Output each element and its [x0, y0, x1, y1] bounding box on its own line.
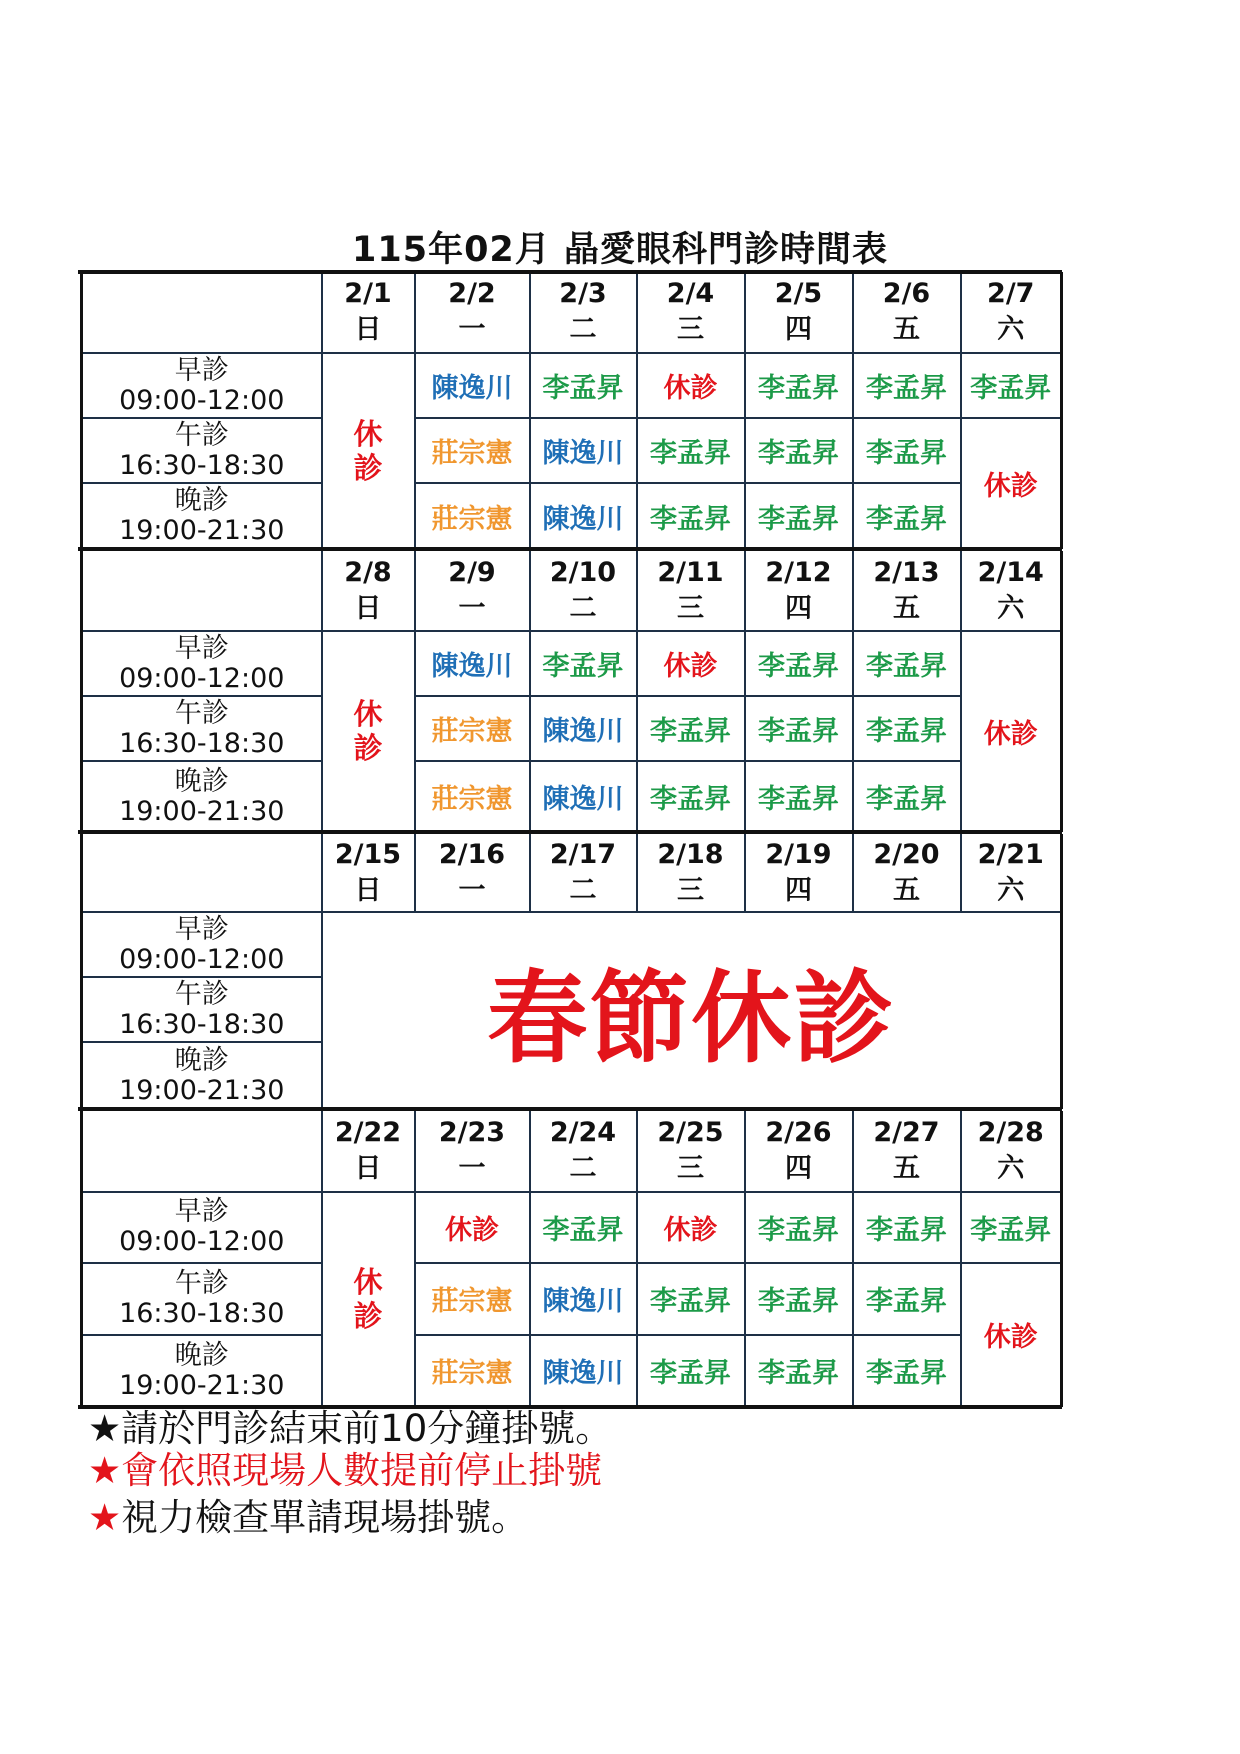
week-3-block	[80, 834, 1060, 1108]
afternoon-row	[82, 1263, 1062, 1334]
schedule-cell: 李孟昇	[530, 631, 637, 696]
schedule-cell: 李孟昇	[745, 631, 853, 696]
star-icon: ★	[88, 1449, 122, 1492]
session-label: 早診 09:00-12:00	[82, 631, 322, 696]
schedule-cell: 休診	[637, 1192, 745, 1263]
header-corner	[82, 272, 322, 353]
schedule-cell: 李孟昇	[853, 418, 961, 483]
page-title: 115年02月 晶愛眼科門診時間表	[352, 230, 888, 270]
date-cell: 2/10 二	[530, 551, 637, 631]
date-header-row	[82, 834, 1062, 912]
week-1-table	[80, 272, 1063, 549]
star-icon: ★	[88, 1496, 122, 1539]
morning-row	[82, 1192, 1062, 1263]
week-1-block	[80, 272, 1060, 548]
schedule-cell: 李孟昇	[853, 483, 961, 548]
afternoon-row	[82, 418, 1062, 483]
date-cell: 2/6 五	[853, 272, 961, 353]
schedule-cell: 李孟昇	[530, 353, 637, 418]
sunday-closed-cell: 休診	[322, 1192, 415, 1406]
session-label: 午診 16:30-18:30	[82, 418, 322, 483]
date-cell: 2/9 一	[415, 551, 530, 631]
holiday-text: 春節休診	[487, 960, 896, 1077]
schedule-cell: 李孟昇	[961, 353, 1062, 418]
schedule-cell: 陳逸川	[530, 761, 637, 831]
schedule-cell: 李孟昇	[637, 1335, 745, 1406]
session-label: 早診 09:00-12:00	[82, 1192, 322, 1263]
morning-row	[82, 631, 1062, 696]
schedule-cell: 李孟昇	[853, 353, 961, 418]
schedule-cell: 李孟昇	[637, 1263, 745, 1334]
date-cell: 2/24 二	[530, 1111, 637, 1192]
date-cell: 2/23 一	[415, 1111, 530, 1192]
date-cell: 2/15 日	[322, 834, 415, 912]
schedule-cell: 李孟昇	[530, 1192, 637, 1263]
date-cell: 2/20 五	[853, 834, 961, 912]
schedule-cell: 李孟昇	[961, 1192, 1062, 1263]
schedule-cell: 李孟昇	[853, 761, 961, 831]
note-3: ★視力檢查單請現場掛號。	[88, 1496, 529, 1539]
date-cell: 2/4 三	[637, 272, 745, 353]
afternoon-row	[82, 696, 1062, 761]
date-header-row	[82, 1111, 1062, 1192]
date-cell: 2/7 六	[961, 272, 1062, 353]
schedule-cell: 陳逸川	[530, 1335, 637, 1406]
schedule-cell: 李孟昇	[853, 1263, 961, 1334]
schedule-cell: 李孟昇	[745, 1192, 853, 1263]
schedule-cell: 李孟昇	[637, 418, 745, 483]
date-cell: 2/1 日	[322, 272, 415, 353]
holiday-cell	[322, 912, 1062, 1108]
evening-row	[82, 483, 1062, 548]
schedule-cell: 李孟昇	[745, 696, 853, 761]
schedule-cell: 李孟昇	[745, 483, 853, 548]
schedule-cell: 陳逸川	[415, 631, 530, 696]
schedule-cell: 陳逸川	[530, 483, 637, 548]
schedule-cell: 莊宗憲	[415, 761, 530, 831]
header-corner	[82, 551, 322, 631]
schedule-cell: 莊宗憲	[415, 696, 530, 761]
date-cell: 2/16 一	[415, 834, 530, 912]
week-3-table	[80, 834, 1063, 1109]
evening-row	[82, 1335, 1062, 1406]
schedule-cell: 李孟昇	[637, 483, 745, 548]
date-cell: 2/18 三	[637, 834, 745, 912]
session-label: 午診 16:30-18:30	[82, 1263, 322, 1334]
schedule-cell: 莊宗憲	[415, 418, 530, 483]
date-cell: 2/12 四	[745, 551, 853, 631]
week-4-table	[80, 1111, 1063, 1407]
date-cell: 2/28 六	[961, 1111, 1062, 1192]
week-2-table	[80, 551, 1063, 832]
sunday-closed-cell: 休診	[322, 353, 415, 548]
note-1: ★請於門診結束前10分鐘掛號。	[88, 1407, 613, 1450]
schedule-cell: 休診	[415, 1192, 530, 1263]
morning-row	[82, 353, 1062, 418]
schedule-cell: 休診	[637, 631, 745, 696]
schedule-cell: 李孟昇	[853, 696, 961, 761]
date-cell: 2/17 二	[530, 834, 637, 912]
week-4-block	[80, 1111, 1060, 1407]
date-cell: 2/26 四	[745, 1111, 853, 1192]
star-icon: ★	[88, 1407, 122, 1450]
date-cell: 2/8 日	[322, 551, 415, 631]
schedule-cell: 李孟昇	[637, 761, 745, 831]
schedule-cell: 李孟昇	[853, 631, 961, 696]
schedule-cell: 李孟昇	[745, 353, 853, 418]
schedule-cell: 李孟昇	[853, 1192, 961, 1263]
morning-row	[82, 912, 1062, 977]
session-label: 早診 09:00-12:00	[82, 353, 322, 418]
schedule-cell: 李孟昇	[745, 761, 853, 831]
date-header-row	[82, 551, 1062, 631]
evening-row	[82, 761, 1062, 831]
note-2: ★會依照現場人數提前停止掛號	[88, 1449, 603, 1492]
date-cell: 2/13 五	[853, 551, 961, 631]
sunday-closed-cell: 休診	[322, 631, 415, 831]
schedule-cell: 莊宗憲	[415, 483, 530, 548]
saturday-closed-cell: 休診	[961, 1263, 1062, 1406]
date-cell: 2/2 一	[415, 272, 530, 353]
saturday-closed-cell: 休診	[961, 631, 1062, 831]
header-corner	[82, 834, 322, 912]
schedule-cell: 李孟昇	[637, 696, 745, 761]
session-label: 晚診 19:00-21:30	[82, 1335, 322, 1406]
saturday-closed-cell: 休診	[961, 418, 1062, 548]
schedule-cell: 休診	[637, 353, 745, 418]
session-label: 午診 16:30-18:30	[82, 696, 322, 761]
schedule-cell: 李孟昇	[745, 1263, 853, 1334]
schedule-cell: 李孟昇	[745, 1335, 853, 1406]
date-cell: 2/14 六	[961, 551, 1062, 631]
date-header-row	[82, 272, 1062, 353]
date-cell: 2/3 二	[530, 272, 637, 353]
session-label: 午診 16:30-18:30	[82, 977, 322, 1042]
schedule-cell: 莊宗憲	[415, 1335, 530, 1406]
schedule-cell: 李孟昇	[853, 1335, 961, 1406]
date-cell: 2/21 六	[961, 834, 1062, 912]
table-top-border	[78, 270, 1062, 274]
date-cell: 2/27 五	[853, 1111, 961, 1192]
date-cell: 2/19 四	[745, 834, 853, 912]
session-label: 晚診 19:00-21:30	[82, 483, 322, 548]
schedule-cell: 莊宗憲	[415, 1263, 530, 1334]
date-cell: 2/25 三	[637, 1111, 745, 1192]
header-corner	[82, 1111, 322, 1192]
week-2-block	[80, 551, 1060, 831]
schedule-cell: 陳逸川	[530, 1263, 637, 1334]
date-cell: 2/5 四	[745, 272, 853, 353]
schedule-cell: 陳逸川	[530, 418, 637, 483]
schedule-cell: 李孟昇	[745, 418, 853, 483]
schedule-cell: 陳逸川	[415, 353, 530, 418]
session-label: 早診 09:00-12:00	[82, 912, 322, 977]
date-cell: 2/11 三	[637, 551, 745, 631]
schedule-cell: 陳逸川	[530, 696, 637, 761]
session-label: 晚診 19:00-21:30	[82, 761, 322, 831]
session-label: 晚診 19:00-21:30	[82, 1042, 322, 1108]
date-cell: 2/22 日	[322, 1111, 415, 1192]
